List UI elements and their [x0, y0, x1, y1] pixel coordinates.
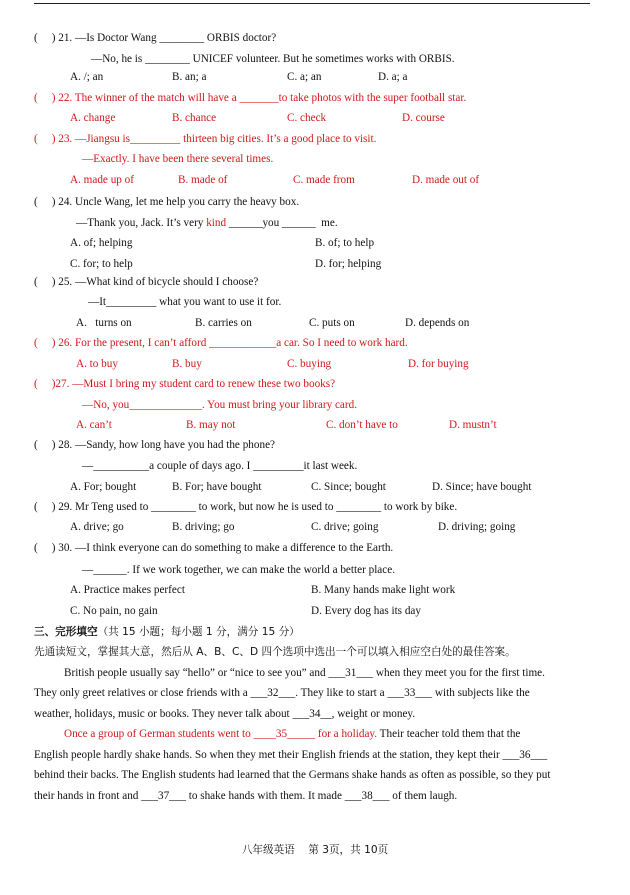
q22-option-c: C. check: [287, 112, 327, 124]
q25-option-d: D. depends on: [405, 317, 470, 329]
section3-instruction: 先通读短文，掌握其大意，然后从 A、B、C、D 四个选项中选出一个可以填入相应空白处的最佳答案。: [34, 646, 516, 658]
q22-stem: ( ) 22. The winner of the match will have a _______to take photos with the super football star.: [34, 92, 467, 104]
q27-option-b: B. may not: [186, 419, 236, 431]
passage-line-4: Once a group of German students went to ____35_____ for a holiday. Their teacher told them that the: [64, 728, 521, 740]
q25-option-b: B. carries on: [195, 317, 252, 329]
q21-line2: —No, he is ________ UNICEF volunteer. But he sometimes works with ORBIS.: [91, 53, 455, 65]
q24-option-b: B. of; to help: [315, 237, 375, 249]
q23-line2: —Exactly. I have been there several times.: [82, 153, 274, 165]
q23-stem: ( ) 23. —Jiangsu is_________ thirteen big cities. It’s a good place to visit.: [34, 133, 377, 145]
q24-option-d: D. for; helping: [315, 258, 382, 270]
q29-option-c: C. drive; going: [311, 521, 379, 533]
q21-option-b: B. an; a: [172, 71, 207, 83]
q30-line2: —______. If we work together, we can make the world a better place.: [82, 564, 395, 576]
q29-stem: ( ) 29. Mr Teng used to ________ to work, but now he is used to ________ to work by bike.: [34, 501, 458, 513]
passage-line-6: behind their backs. The English students had learned that the Germans shake hands as often as possible, so they put: [34, 769, 551, 781]
q30-option-b: B. Many hands make light work: [311, 584, 456, 596]
q25-option-c: C. puts on: [309, 317, 355, 329]
q24-stem: ( ) 24. Uncle Wang, let me help you carry the heavy box.: [34, 196, 300, 208]
page-footer: 八年级英语 第 3页，共 10页: [241, 844, 389, 856]
q23-option-c: C. made from: [293, 174, 355, 186]
q26-option-a: A. to buy: [76, 358, 118, 370]
q28-option-a: A. For; bought: [70, 481, 137, 493]
q27-stem: ( )27. —Must I bring my student card to renew these two books?: [34, 378, 336, 390]
q24-option-c: C. for; to help: [70, 258, 133, 270]
q25-option-a: A. turns on: [76, 317, 132, 329]
q22-option-a: A. change: [70, 112, 116, 124]
q21-option-a: A. /; an: [70, 71, 104, 83]
passage-line-2: They only greet relatives or close friends with a ___32___. They like to start a ___33___ with subjects like the: [34, 687, 530, 699]
passage-line-7: their hands in front and ___37___ to shake hands with them. It made ___38___ of them laugh.: [34, 790, 458, 802]
header-rule: [34, 3, 590, 4]
q27-option-d: D. mustn’t: [449, 419, 497, 431]
q26-option-d: D. for buying: [408, 358, 469, 370]
q23-option-a: A. made up of: [70, 174, 135, 186]
q28-line2: —__________a couple of days ago. I _________it last week.: [82, 460, 358, 472]
passage-line-5: English people hardly shake hands. So when they met their English friends at the station, they kept their ___36___: [34, 749, 548, 761]
q30-option-c: C. No pain, no gain: [70, 605, 158, 617]
passage-line-1: British people usually say “hello” or “nice to see you” and ___31___ when they meet you for the first time.: [64, 667, 545, 679]
q26-stem: ( ) 26. For the present, I can’t afford ____________a car. So I need to work hard.: [34, 337, 408, 349]
q30-option-a: A. Practice makes perfect: [70, 584, 185, 596]
q27-option-c: C. don’t have to: [326, 419, 398, 431]
q28-stem: ( ) 28. —Sandy, how long have you had the phone?: [34, 439, 276, 451]
passage-highlight: Once a group of German students went to ____35_____ for a holiday.: [64, 728, 378, 740]
passage-line-3: weather, holidays, music or books. They never talk about ___34__, weight or money.: [34, 708, 416, 720]
q27-line2: —No, you_____________. You must bring your library card.: [82, 399, 358, 411]
q27-option-a: A. can’t: [76, 419, 112, 431]
q25-stem: ( ) 25. —What kind of bicycle should I choose?: [34, 276, 259, 288]
q29-option-d: D. driving; going: [438, 521, 516, 533]
q24-option-a: A. of; helping: [70, 237, 133, 249]
q26-option-c: C. buying: [287, 358, 332, 370]
q21-stem: ( ) 21. —Is Doctor Wang ________ ORBIS doctor?: [34, 32, 277, 44]
q23-option-d: D. made out of: [412, 174, 480, 186]
q29-option-b: B. driving; go: [172, 521, 235, 533]
q24-line2: —Thank you, Jack. It’s very kind ______you ______ me.: [76, 217, 338, 229]
q29-option-a: A. drive; go: [70, 521, 124, 533]
q24-kind-word: kind: [206, 217, 227, 229]
q22-option-d: D. course: [402, 112, 445, 124]
q21-option-c: C. a; an: [287, 71, 322, 83]
q25-line2: —It_________ what you want to use it for.: [88, 296, 282, 308]
q21-option-d: D. a; a: [378, 71, 408, 83]
q28-option-c: C. Since; bought: [311, 481, 386, 493]
q26-option-b: B. buy: [172, 358, 202, 370]
q23-option-b: B. made of: [178, 174, 228, 186]
q28-option-d: D. Since; have bought: [432, 481, 532, 493]
q28-option-b: B. For; have bought: [172, 481, 262, 493]
q30-stem: ( ) 30. —I think everyone can do something to make a difference to the Earth.: [34, 542, 394, 554]
q30-option-d: D. Every dog has its day: [311, 605, 421, 617]
q22-option-b: B. chance: [172, 112, 217, 124]
section3-heading: 三、完形填空（共 15 小题；每小题 1 分，满分 15 分）: [34, 626, 300, 638]
